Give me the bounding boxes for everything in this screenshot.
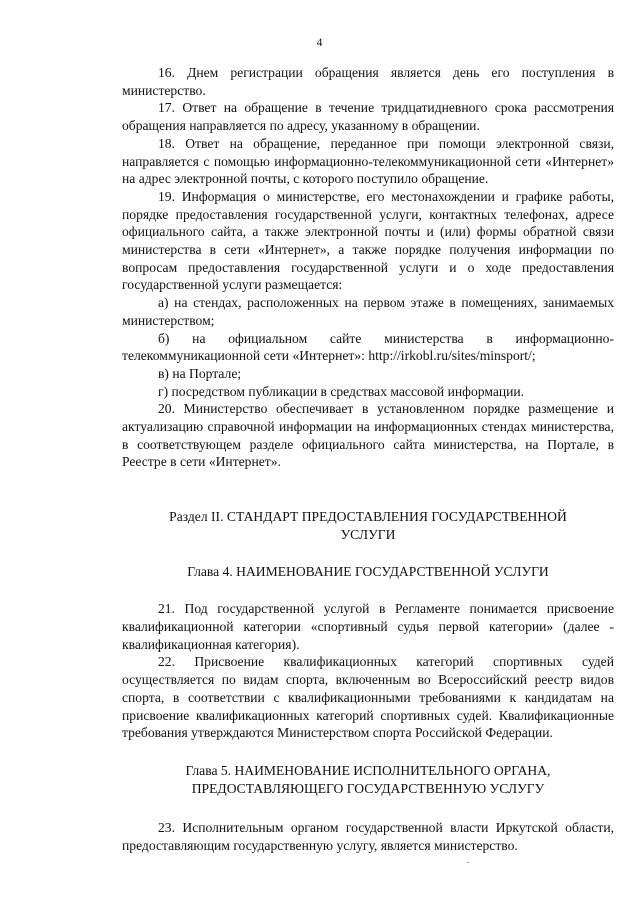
paragraph-21: 21. Под государственной услугой в Регламенте понимается присвоение квалификационной категории «спортивный судья первой категории» (далее - квалификационная категория). — [122, 601, 614, 652]
paragraph-19-item-a: а) на стендах, расположенных на первом этаже в помещениях, занимаемых министерством; — [122, 295, 614, 328]
scan-artifact — [467, 862, 469, 863]
paragraph-18: 18. Ответ на обращение, переданное при помощи электронной связи, направляется с помощью информационно-телекоммуникационной сети «Интернет» на адрес электронной почты, с которого поступило обращение. — [122, 135, 614, 187]
paragraph-19-item-b: б) на официальном сайте министерства в информационно-телекоммуникационной сети «Интернет»: http://irkobl.ru/sites/minsport/; — [122, 330, 614, 364]
paragraph-19-item-g: г) посредством публикации в средствах массовой информации. — [158, 383, 525, 399]
section-heading-line-2: УСЛУГИ — [340, 526, 396, 542]
chapter-5-heading-line-2: ПРЕДОСТАВЛЯЮЩЕГО ГОСУДАРСТВЕННУЮ УСЛУГУ — [191, 780, 545, 796]
paragraph-19-item-v: в) на Портале; — [158, 365, 242, 381]
chapter-5-heading — [122, 762, 614, 797]
paragraph-17: 17. Ответ на обращение в течение тридцатидневного срока рассмотрения обращения направляется по адресу, указанному в обращении. — [122, 100, 614, 134]
paragraph-16: 16. Днем регистрации обращения является день его поступления в министерство. — [122, 65, 614, 98]
paragraph-20: 20. Министерство обеспечивает в установленном порядке размещение и актуализацию справочной информации на информационных стендах министерства, в соответствующем разделе официального сайта министерства, на Портале, в Реестре в сети «Интернет». — [122, 401, 614, 470]
paragraph-19: 19. Информация о министерстве, его местонахождении и графике работы, порядке предоставления государственной услуги, контактных телефонах, адресе официального сайта, а также электронной почты и (или) формы обратной связи министерства в сети «Интернет», а также порядке получения информации по вопросам предоставления государственной услуги и о ходе предоставления государственной услуги размещается: — [122, 188, 614, 293]
page-number: 4 — [316, 37, 323, 49]
paragraph-23: 23. Исполнительным органом государственной власти Иркутской области, предоставляющим государственную услугу, является министерство. — [122, 820, 614, 854]
chapter-5-heading-line-1: Глава 5. НАИМЕНОВАНИЕ ИСПОЛНИТЕЛЬНОГО ОРГАНА, — [185, 762, 551, 778]
document-body — [122, 64, 614, 855]
chapter-4-heading: Глава 4. НАИМЕНОВАНИЕ ГОСУДАРСТВЕННОЙ УСЛУГИ — [187, 563, 549, 579]
paragraph-22: 22. Присвоение квалификационных категорий спортивных судей осуществляется по видам спорта, включенным во Всероссийский реестр видов спорта, в соответствии с квалификационными требованиями к кандидатам на присвоение квалификационных категорий спортивных судей. Квалификационные требования утверждаются Министерством спорта Российской Федерации. — [122, 654, 614, 741]
section-heading-line-1: Раздел II. СТАНДАРТ ПРЕДОСТАВЛЕНИЯ ГОСУДАРСТВЕННОЙ — [169, 509, 567, 525]
section-heading — [122, 508, 614, 543]
